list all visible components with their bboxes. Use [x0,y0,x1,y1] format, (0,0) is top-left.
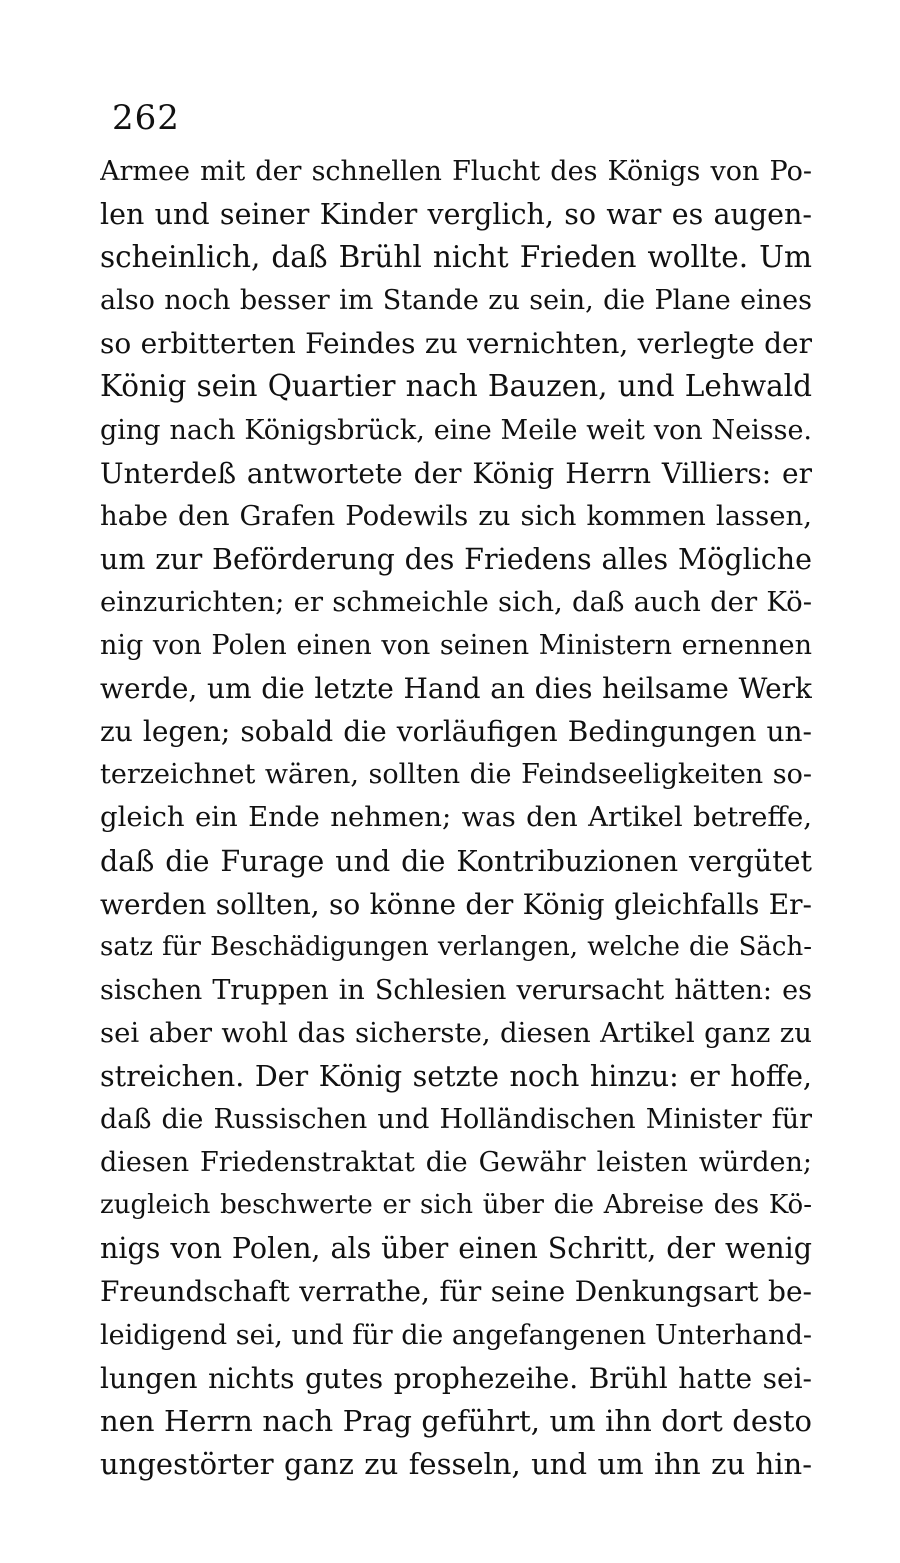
text-line: werden sollten, so könne der König gleichfalls Er- [100,887,812,921]
text-line: satz für Beschädigungen verlangen, welche die Säch- [100,931,812,962]
text-line: leidigend sei, und für die angefangenen Unterhand- [100,1319,812,1351]
text-line: terzeichnet wären, sollten die Feindseeligkeiten so- [100,759,812,791]
text-line: streichen. Der König setzte noch hinzu: er hoffe, [100,1059,812,1093]
text-line: sei aber wohl das sicherste, diesen Artikel ganz zu [100,1016,812,1049]
text-line: scheinlich, daß Brühl nicht Frieden wollte. Um [100,240,812,275]
text-line: einzurichten; er schmeichle sich, daß auch der Kö- [100,585,812,618]
text-line: nigs von Polen, als über einen Schritt, der wenig [100,1232,812,1266]
text-line: zu legen; sobald die vorläufigen Bedingungen un- [100,715,812,749]
text-line: lungen nichts gutes prophezeihe. Brühl hatte sei- [100,1361,812,1395]
text-line: nen Herrn nach Prag geführt, um ihn dort desto [100,1403,812,1438]
text-line: ungestörter ganz zu fesseln, und um ihn zu hin- [100,1446,812,1481]
text-line: König sein Quartier nach Bauzen, und Lehwald [100,369,812,404]
text-line: diesen Friedenstraktat die Gewähr leisten würden; [100,1147,812,1179]
text-line: um zur Beförderung des Friedens alles Mögliche [100,542,812,576]
text-line: len und seiner Kinder verglich, so war es augen- [100,198,812,232]
page-number: 262 [112,98,180,138]
text-line: ging nach Königsbrück, eine Meile weit von Neisse. [100,414,812,446]
text-line: Unterdeß antwortete der König Herrn Villiers: er [100,456,812,490]
text-line: daß die Russischen und Holländischen Minister für [100,1104,812,1136]
text-line: also noch besser im Stande zu sein, die Plane eines [100,285,812,317]
text-line: daß die Furage und die Kontribuzionen vergütet [100,844,812,878]
text-line: Armee mit der schnellen Flucht des Königs von Po- [100,156,812,187]
text-line: so erbitterten Feindes zu vernichten, verlegte der [100,327,812,361]
text-line: nig von Polen einen von seinen Ministern ernennen [100,630,812,662]
text-line: sischen Truppen in Schlesien verursacht hätten: es [100,974,812,1006]
text-line: zugleich beschwerte er sich über die Abreise des Kö- [100,1190,812,1221]
text-line: habe den Grafen Podewils zu sich kommen lassen, [100,499,812,532]
text-line: Freundschaft verrathe, für seine Denkungsart be- [100,1275,812,1309]
text-line: gleich ein Ende nehmen; was den Artikel betreffe, [100,801,812,834]
text-line: werde, um die letzte Hand an dies heilsame Werk [100,672,812,706]
body-text [100,150,812,1486]
